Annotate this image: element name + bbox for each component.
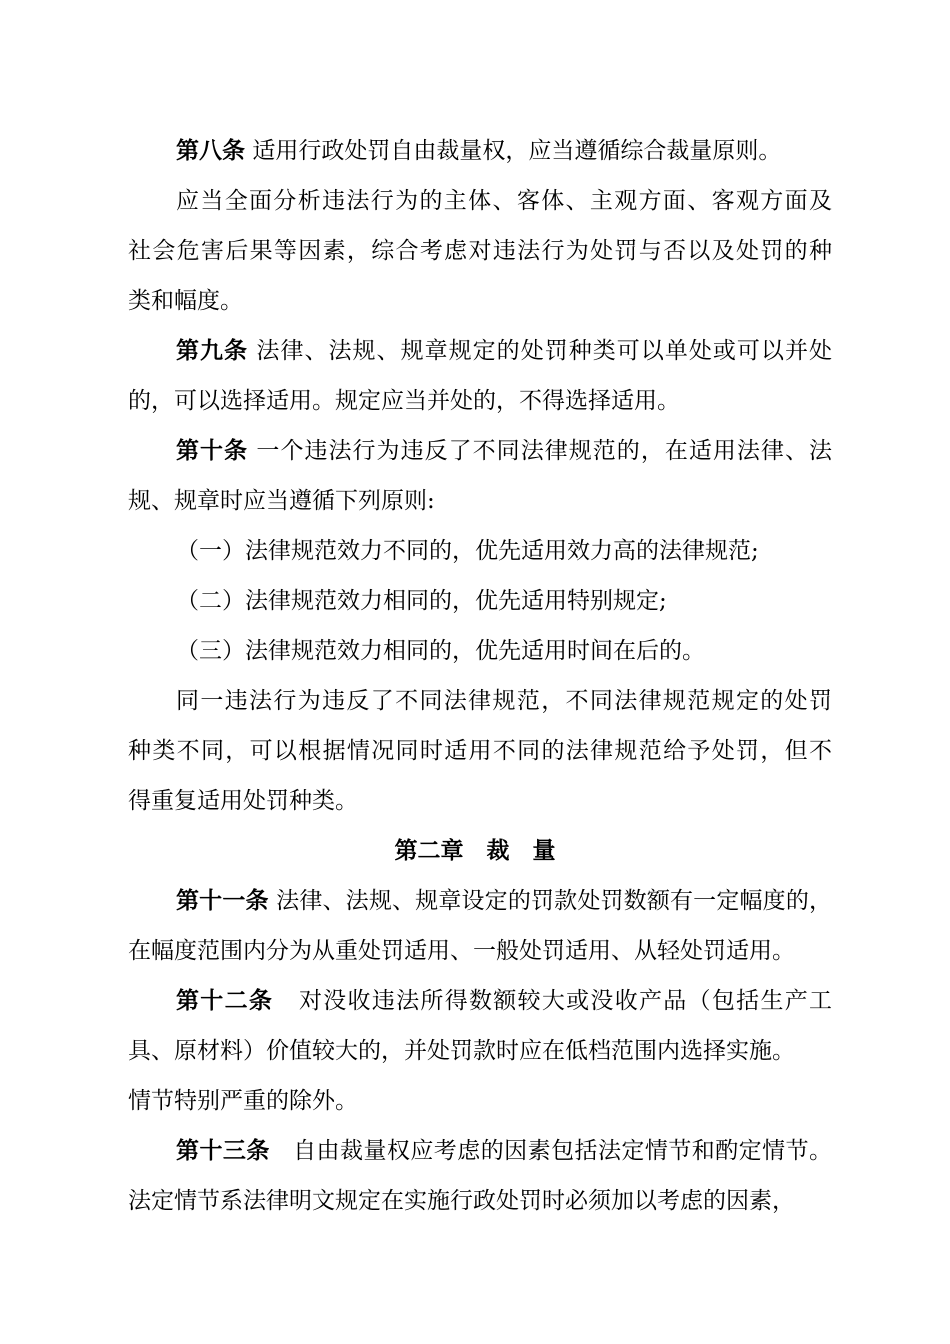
article-13-text-1: 自由裁量权应考虑的因素包括法定情节和酌定情节。 [293, 1138, 833, 1164]
article-10-text-1: 一个违法行为违反了不同法律规范的，在适用法律、法 [256, 438, 833, 464]
article-12-line-2: 具、原材料）价值较大的，并处罚款时应在低档范围内选择实施。 [128, 1038, 795, 1064]
article-11-line-1 [176, 886, 832, 916]
article-13-line-2: 法定情节系法律明文规定在实施行政处罚时必须加以考虑的因素， [128, 1188, 795, 1214]
article-8-p2-line-1: 应当全面分析违法行为的主体、客体、主观方面、客观方面及 [176, 188, 832, 214]
article-12-label: 第十二条 [176, 987, 274, 1014]
article-10-p2-line-3: 得重复适用处罚种类。 [128, 788, 358, 814]
article-10-p2-line-2: 种类不同，可以根据情况同时适用不同的法律规范给予处罚，但不 [128, 738, 832, 764]
article-8-p2-line-3: 类和幅度。 [128, 288, 243, 314]
article-10-line-2: 规、规章时应当遵循下列原则: [128, 488, 435, 514]
article-11-label: 第十一条 [176, 887, 269, 914]
article-10-item-2: （二）法律规范效力相同的，优先适用特别规定; [176, 588, 667, 614]
article-13-line-1 [176, 1136, 832, 1166]
article-10-item-3: （三）法律规范效力相同的，优先适用时间在后的。 [176, 638, 705, 664]
article-12-text-1: 对没收违法所得数额较大或没收产品（包括生产工 [298, 988, 833, 1014]
article-10-item-1: （一）法律规范效力不同的，优先适用效力高的法律规范; [176, 538, 759, 564]
chapter-heading: 第二章 裁 量 [394, 838, 556, 864]
article-11-line-2: 在幅度范围内分为从重处罚适用、一般处罚适用、从轻处罚适用。 [128, 938, 795, 964]
article-9-text-1: 法律、法规、规章规定的处罚种类可以单处或可以并处 [256, 338, 833, 364]
article-9-label: 第九条 [176, 337, 249, 364]
article-10-line-1 [176, 436, 832, 466]
article-9-line-1 [176, 336, 832, 366]
article-10-p2-line-1: 同一违法行为违反了不同法律规范，不同法律规范规定的处罚 [176, 688, 832, 714]
article-9-line-2: 的，可以选择适用。规定应当并处的，不得选择适用。 [128, 388, 680, 414]
article-11-text-1: 法律、法规、规章设定的罚款处罚数额有一定幅度的， [276, 888, 833, 914]
article-8-p2-line-2: 社会危害后果等因素，综合考虑对违法行为处罚与否以及处罚的种 [128, 238, 832, 264]
article-13-label: 第十三条 [176, 1137, 270, 1164]
article-12-line-1 [176, 986, 832, 1016]
article-10-label: 第十条 [176, 437, 249, 464]
article-8-line-1 [176, 136, 832, 166]
article-12-line-3: 情节特别严重的除外。 [128, 1088, 358, 1114]
article-8-text: 适用行政处罚自由裁量权，应当遵循综合裁量原则。 [252, 138, 782, 164]
article-8-label: 第八条 [176, 137, 245, 164]
